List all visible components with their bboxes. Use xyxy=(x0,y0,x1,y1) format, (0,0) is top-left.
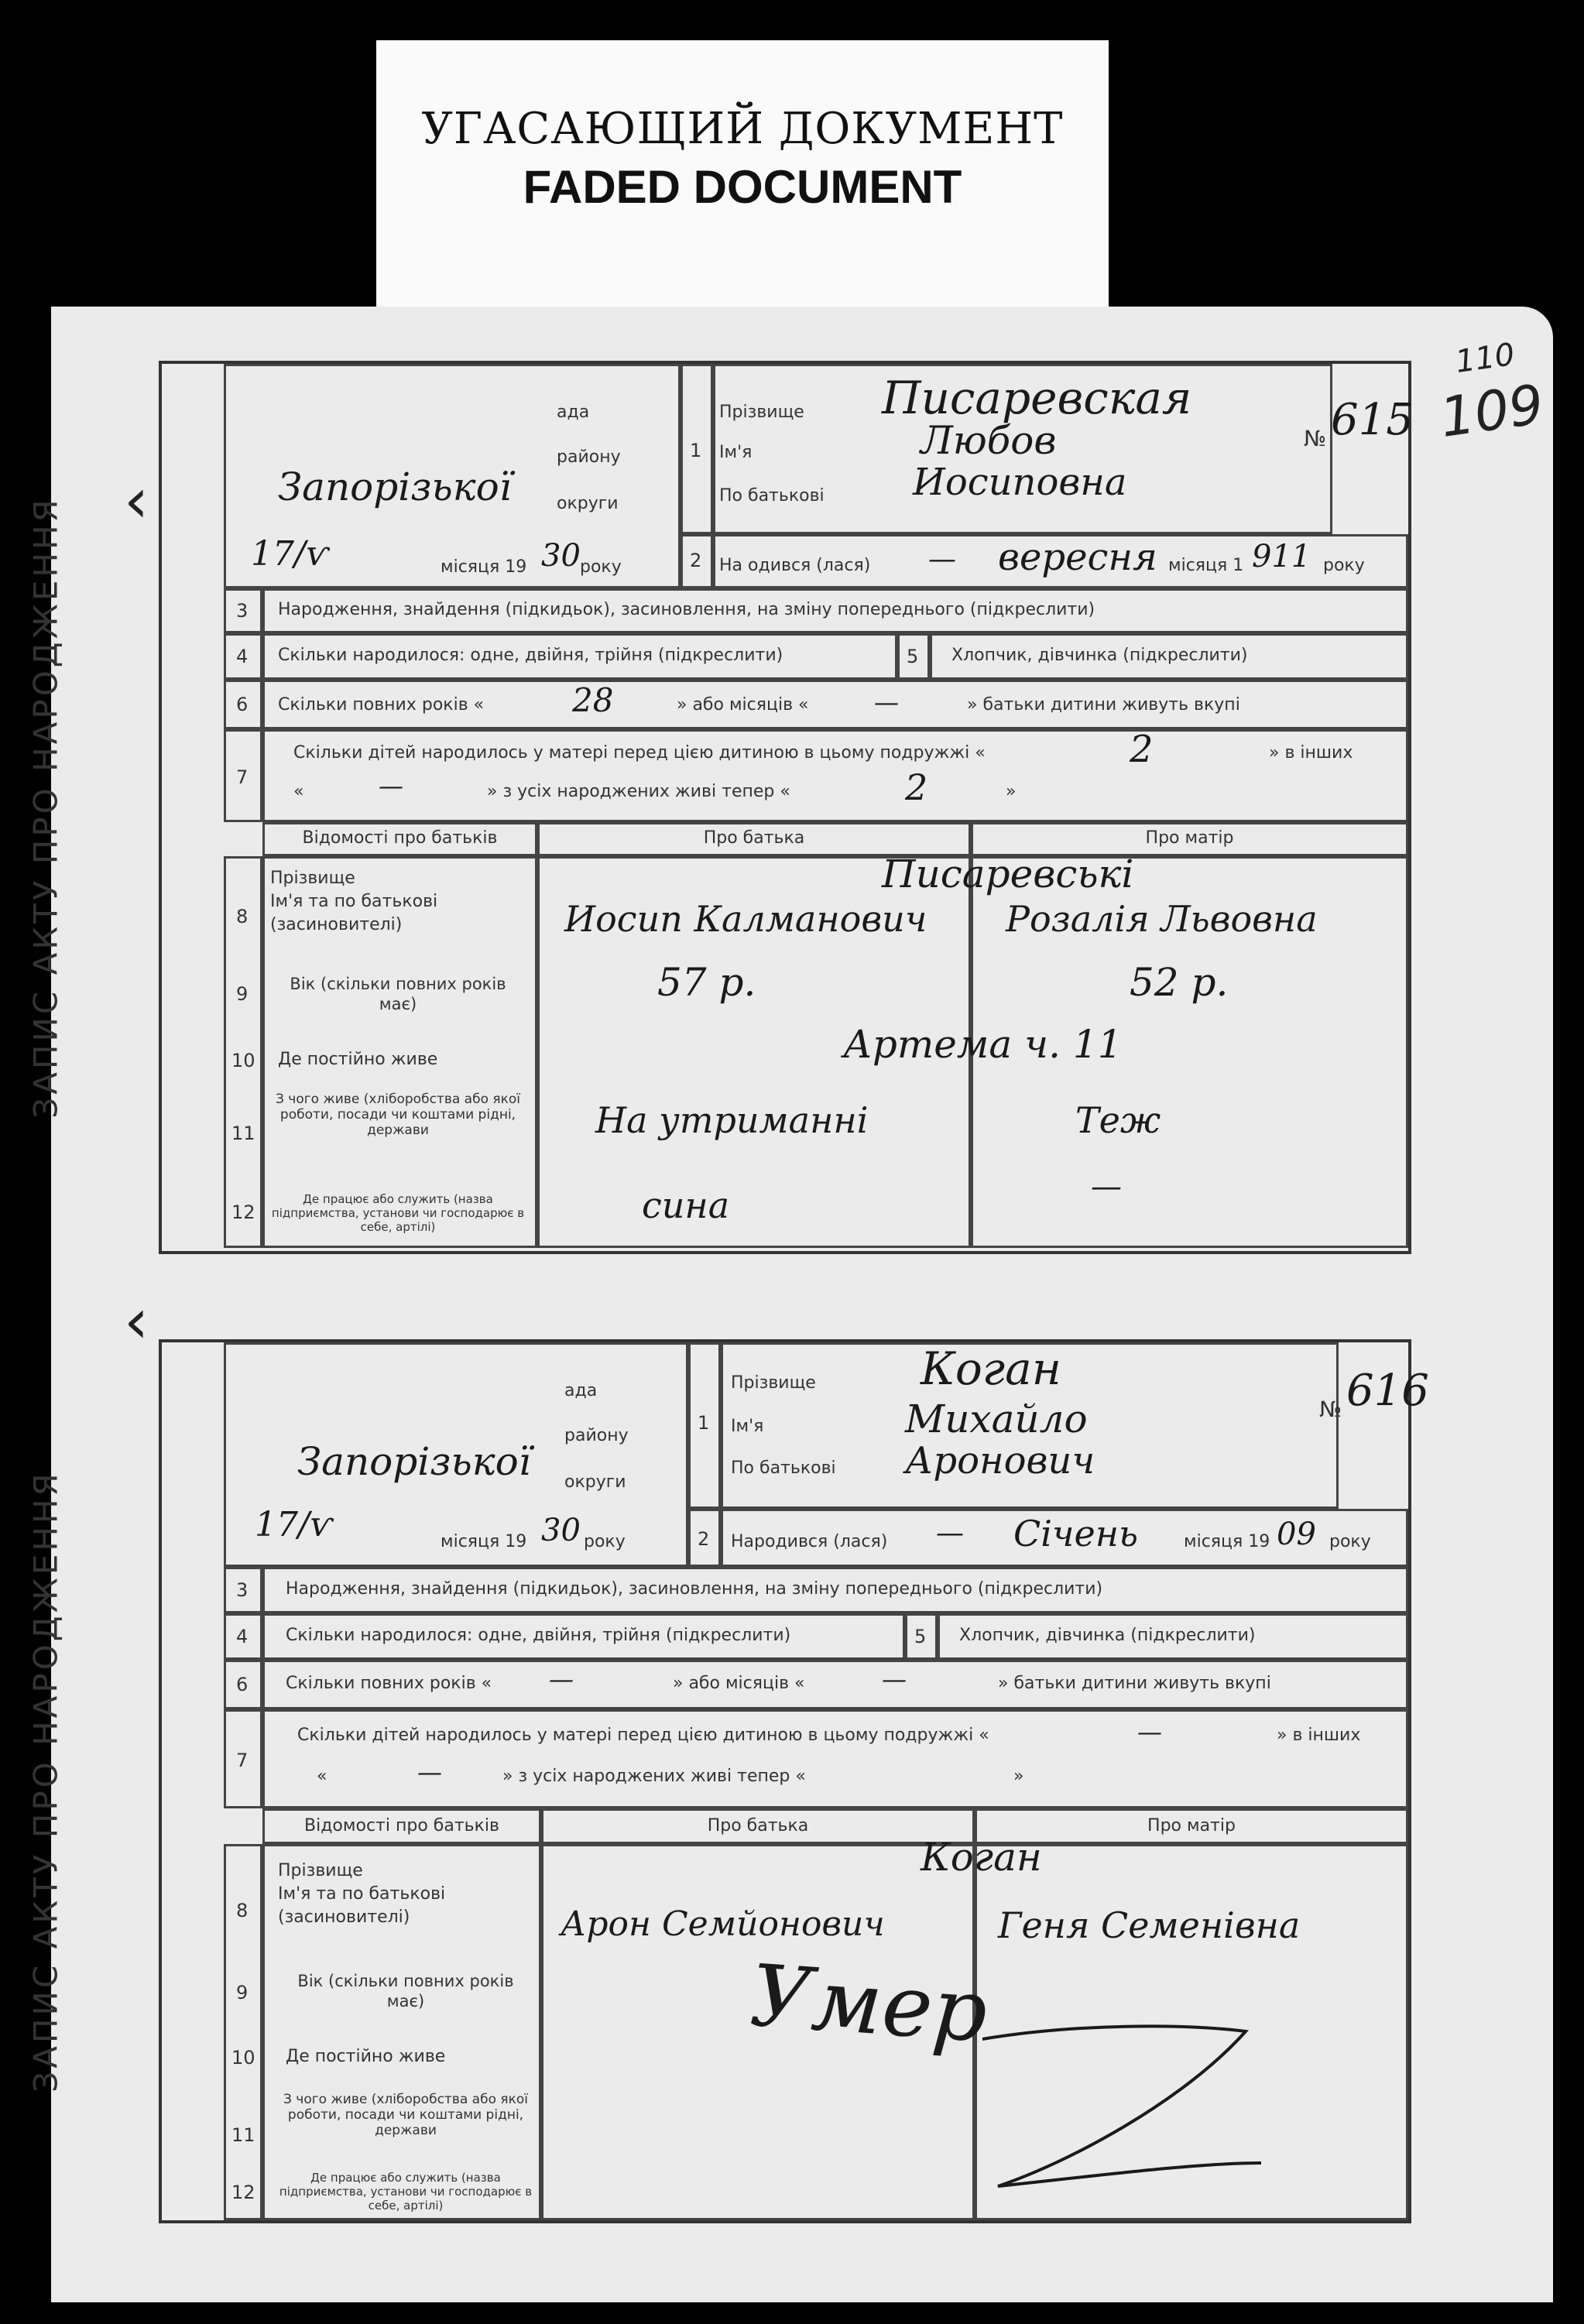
cohabitation-years: — xyxy=(549,1664,574,1694)
row-number: 1 xyxy=(698,1412,710,1434)
name-label: Ім'я xyxy=(719,443,753,462)
okruha-value: Запорізької xyxy=(278,464,512,509)
registration-year: 30 xyxy=(541,538,581,574)
cohabitation-years: 28 xyxy=(572,681,614,719)
child-patronymic: Аронович xyxy=(905,1439,1095,1482)
siblings-this-marriage: 2 xyxy=(1130,728,1154,771)
act-number: 616 xyxy=(1346,1366,1429,1416)
father-age: 57 р. xyxy=(657,960,756,1005)
siblings-alive-label: » з усіх народжених живі тепер « xyxy=(487,782,790,801)
side-title-band xyxy=(3,1342,88,2220)
registration-date: 17/ѵ xyxy=(255,1505,333,1544)
deceased-note: Умер xyxy=(746,1945,991,2062)
registration-date: 17/ѵ xyxy=(251,534,329,574)
okruha-label: округи xyxy=(557,494,619,513)
father-header-label: Про батька xyxy=(707,1816,809,1836)
child-name: Михайло xyxy=(905,1397,1088,1441)
child-surname: Коган xyxy=(921,1342,1061,1395)
registration-year: 30 xyxy=(541,1513,581,1548)
rada-label: ада xyxy=(564,1381,598,1400)
father-livelihood: На утриманні xyxy=(595,1099,869,1141)
siblings-alive: 2 xyxy=(905,766,928,808)
faded-document-banner xyxy=(376,40,1109,316)
workplace-label: Де працює або служить (назва підприємства, установи чи господарює в себе, артілі) xyxy=(271,1192,525,1234)
quote-mark: « xyxy=(317,1767,327,1786)
cohabitation-years-label: Скільки повних років « xyxy=(278,695,485,715)
residence-label: Де постійно живе xyxy=(286,2047,446,2066)
residence-label: Де постійно живе xyxy=(278,1050,438,1069)
row-number: 8 xyxy=(236,1900,249,1921)
parents-surname: Коган xyxy=(921,1835,1042,1880)
row-number: 5 xyxy=(914,1626,927,1647)
row-number: 6 xyxy=(236,694,249,715)
cohabitation-years-label: Скільки повних років « xyxy=(286,1674,492,1693)
birth-day: — xyxy=(928,543,956,575)
child-surname: Писаревская xyxy=(882,372,1192,424)
siblings-other-label: » в інших xyxy=(1277,1726,1361,1745)
row-number: 2 xyxy=(698,1528,710,1550)
birth-day: — xyxy=(936,1517,964,1549)
child-name: Любов xyxy=(921,418,1057,463)
mother-header-label: Про матір xyxy=(1147,1816,1236,1836)
surname-label: Прізвище xyxy=(731,1373,816,1393)
cohabitation-months: — xyxy=(882,1664,907,1694)
row-number: 4 xyxy=(236,646,249,667)
siblings-other-label: » в інших xyxy=(1269,743,1353,763)
row-number: 8 xyxy=(236,906,249,927)
year-label: року xyxy=(1329,1532,1371,1551)
patronymic-label: По батькові xyxy=(719,486,825,506)
birth-year: 911 xyxy=(1252,539,1311,574)
born-label: Народився (лася) xyxy=(731,1532,888,1551)
year-label: року xyxy=(584,1532,626,1551)
birth-record-615 xyxy=(26,361,1414,1254)
row-number: 7 xyxy=(236,766,249,788)
row-number: 12 xyxy=(231,2182,255,2203)
parents-name-label: Прізвище Ім'я та по батькові (засиновителі) xyxy=(278,1861,446,1927)
act-number-label: № xyxy=(1319,1397,1342,1422)
mother-name: Розалія Львовна xyxy=(1006,898,1318,940)
birth-year: 09 xyxy=(1277,1517,1316,1552)
row-number: 7 xyxy=(236,1750,249,1771)
cohabitation-months-label: » або місяців « xyxy=(677,695,809,715)
month-label: місяця 1 xyxy=(1168,556,1244,575)
month-label: місяця 19 xyxy=(1184,1532,1270,1551)
act-number-label: № xyxy=(1304,426,1327,451)
quote-mark: » xyxy=(1013,1767,1024,1786)
margin-bracket: ‹ xyxy=(124,464,149,536)
parents-surname: Писаревські xyxy=(882,852,1134,896)
age-label: Вік (скільки повних років має) xyxy=(290,975,506,1013)
banner-title-en: FADED DOCUMENT xyxy=(523,161,962,213)
age-label: Вік (скільки повних років має) xyxy=(297,1972,514,2010)
siblings-label: Скільки дітей народилось у матері перед цією дитиною в цьому подружжі « xyxy=(297,1726,989,1745)
side-title-band xyxy=(3,364,88,1251)
parents-info-header-label: Відомості про батьків xyxy=(302,828,498,848)
row-number: 5 xyxy=(907,646,919,667)
mother-livelihood: Теж xyxy=(1075,1099,1161,1141)
name-label: Ім'я xyxy=(731,1417,764,1436)
father-name: Арон Семйонович xyxy=(561,1904,885,1944)
patronymic-label: По батькові xyxy=(731,1458,836,1478)
quote-mark: « xyxy=(293,782,304,801)
row-number: 1 xyxy=(690,440,702,461)
sex-text: Хлопчик, дівчинка (підкреслити) xyxy=(959,1626,1256,1645)
margin-bracket: ‹ xyxy=(124,1285,149,1357)
father-name: Иосип Калманович xyxy=(564,898,927,940)
cohabitation-months-label: » або місяців « xyxy=(673,1674,805,1693)
act-number: 615 xyxy=(1331,395,1414,445)
mother-name: Геня Семенівна xyxy=(998,1904,1301,1946)
parents-name-label: Прізвище Ім'я та по батькові (засиновителі) xyxy=(270,869,438,934)
okruha-label: округи xyxy=(564,1472,626,1492)
child-patronymic: Иосиповна xyxy=(913,461,1127,504)
parents-info-header-label: Відомості про батьків xyxy=(304,1816,499,1836)
rada-label: ада xyxy=(557,403,590,422)
birth-type-text: Народження, знайдення (підкидьок), засиновлення, на зміну попереднього (підкреслити) xyxy=(278,600,1095,619)
siblings-other-marriages: — xyxy=(379,771,403,800)
born-label: На одився (лася) xyxy=(719,556,871,575)
year-label: року xyxy=(1323,556,1365,575)
residence: Артема ч. 11 xyxy=(843,1022,1123,1067)
livelihood-label: З чого живе (хліборобства або якої роботи, посади чи коштами рідні, держави xyxy=(283,2092,528,2138)
strike-through-scribble xyxy=(951,2008,1277,2202)
siblings-this-marriage: — xyxy=(1137,1717,1162,1746)
birth-record-616 xyxy=(26,1339,1429,2223)
cohabitation-suffix: » батьки дитини живуть вкупі xyxy=(967,695,1240,715)
row-number: 11 xyxy=(231,1123,255,1144)
cohabitation-suffix: » батьки дитини живуть вкупі xyxy=(998,1674,1271,1693)
mother-header-label: Про матір xyxy=(1145,828,1234,848)
month-label: місяця 19 xyxy=(441,1532,527,1551)
raion-label: району xyxy=(557,447,621,467)
stamp-new-number: 109 xyxy=(1435,372,1548,450)
row-number: 10 xyxy=(231,2047,255,2069)
mother-workplace: — xyxy=(1091,1169,1122,1205)
row-number: 3 xyxy=(236,600,249,622)
mother-age: 52 р. xyxy=(1130,960,1229,1005)
row-number: 2 xyxy=(690,550,702,571)
year-label: року xyxy=(580,557,622,577)
birth-count-text: Скільки народилося: одне, двійня, трійня (підкреслити) xyxy=(278,646,783,665)
row-number: 11 xyxy=(231,2124,255,2146)
raion-label: району xyxy=(564,1426,629,1445)
row-number: 9 xyxy=(236,983,249,1005)
stamp-old-number: 110 xyxy=(1453,336,1517,381)
father-workplace: сина xyxy=(642,1184,730,1226)
birth-type-text: Народження, знайдення (підкидьок), засиновлення, на зміну попереднього (підкреслити) xyxy=(286,1579,1103,1599)
siblings-alive-label: » з усіх народжених живі тепер « xyxy=(502,1767,806,1786)
banner-title-ru: УГАСАЮЩИЙ ДОКУМЕНТ xyxy=(421,104,1064,154)
sex-text: Хлопчик, дівчинка (підкреслити) xyxy=(951,646,1248,665)
birth-count-text: Скільки народилося: одне, двійня, трійня (підкреслити) xyxy=(286,1626,791,1645)
surname-label: Прізвище xyxy=(719,403,804,422)
side-title: ЗАПИС АКТУ ПРО НАРОДЖЕННЯ xyxy=(26,1470,65,2093)
row-number: 6 xyxy=(236,1674,249,1695)
month-label: місяця 19 xyxy=(441,557,527,577)
row-number: 9 xyxy=(236,1982,249,2004)
cohabitation-months: — xyxy=(874,687,899,717)
row-number: 12 xyxy=(231,1201,255,1223)
birth-month: Січень xyxy=(1013,1513,1139,1554)
row-number: 3 xyxy=(236,1579,249,1601)
row-number: 4 xyxy=(236,1626,249,1647)
siblings-other-marriages: — xyxy=(417,1757,442,1787)
okruha-value: Запорізької xyxy=(297,1439,531,1484)
father-header-label: Про батька xyxy=(703,828,805,848)
row-number: 10 xyxy=(231,1050,255,1071)
workplace-label: Де працює або служить (назва підприємства, установи чи господарює в себе, артілі) xyxy=(279,2171,533,2213)
livelihood-label: З чого живе (хліборобства або якої роботи, посади чи коштами рідні, держави xyxy=(276,1092,520,1138)
side-title: ЗАПИС АКТУ ПРО НАРОДЖЕННЯ xyxy=(26,496,65,1119)
birth-month: вересня xyxy=(998,536,1157,579)
quote-mark: » xyxy=(1006,782,1017,801)
siblings-label: Скільки дітей народилось у матері перед цією дитиною в цьому подружжі « xyxy=(293,743,986,763)
